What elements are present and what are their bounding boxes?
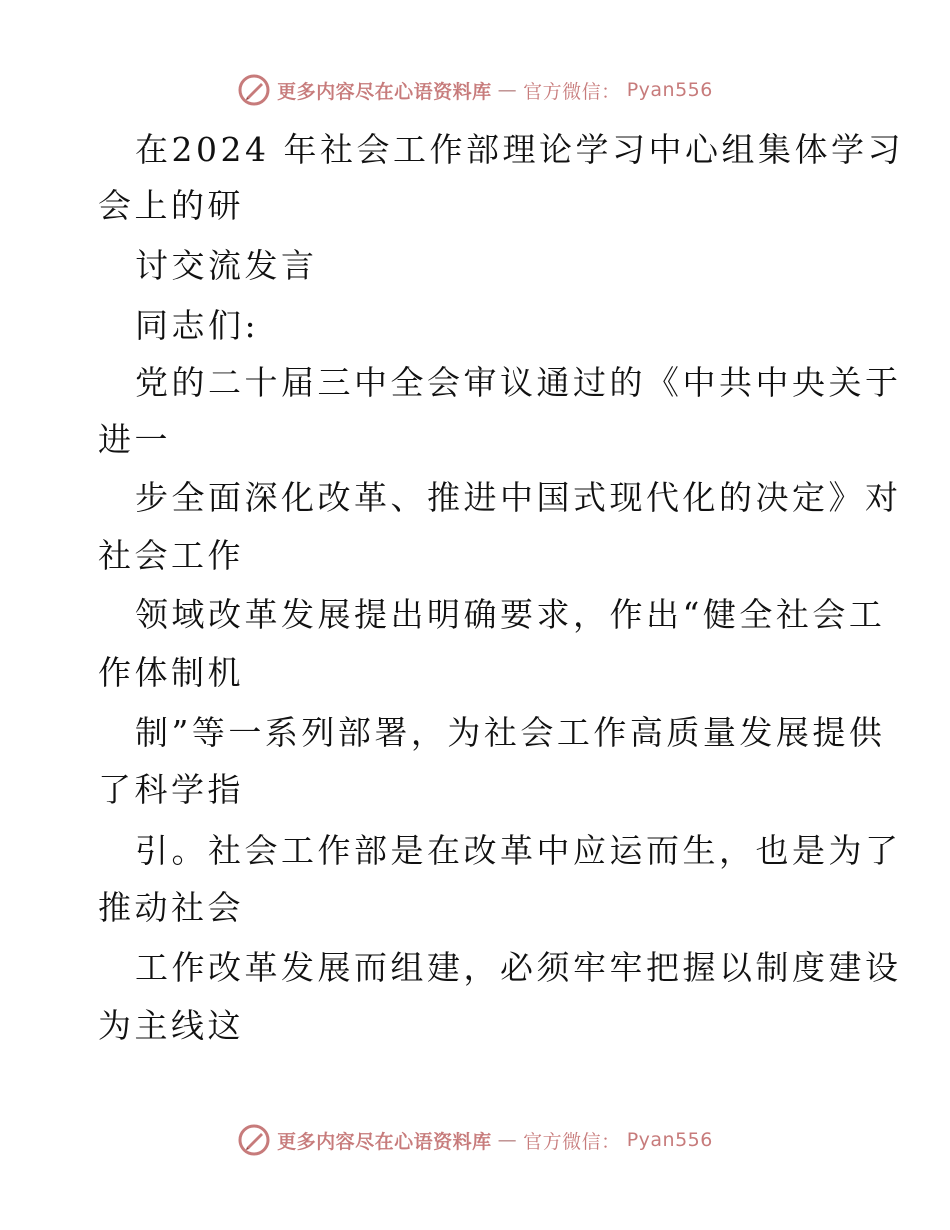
watermark-header (0, 70, 950, 110)
document-line: 推动社会 (98, 888, 244, 927)
watermark-account: Pyan556 (626, 79, 713, 101)
watermark-official-label: 官方微信： (523, 1130, 621, 1153)
document-line: 同志们: (135, 306, 260, 345)
document-line: 了科学指 (98, 770, 244, 809)
document-line: 在2024 年社会工作部理论学习中心组集体学习 (135, 130, 904, 169)
watermark-brand: 更多内容尽在心语资料库 (277, 80, 492, 103)
watermark-footer (0, 1120, 950, 1160)
document-line: 会上的研 (98, 186, 244, 225)
watermark-official-label: 官方微信： (523, 80, 621, 103)
watermark-brand: 更多内容尽在心语资料库 (277, 1130, 492, 1153)
pen-logo-icon (237, 1123, 271, 1157)
watermark-account: Pyan556 (626, 1129, 713, 1151)
document-line: 党的二十届三中全会审议通过的《中共中央关于 (135, 363, 902, 402)
pen-logo-icon (237, 73, 271, 107)
document-line: 进一 (98, 420, 171, 459)
document-line: 步全面深化改革、推进中国式现代化的决定》对 (135, 478, 902, 517)
document-line: 领域改革发展提出明确要求，作出“健全社会工 (135, 595, 886, 634)
document-line: 社会工作 (98, 536, 244, 575)
watermark-separator: — (497, 79, 518, 101)
document-line: 作体制机 (98, 653, 244, 692)
document-line: 引。社会工作部是在改革中应运而生，也是为了 (135, 831, 902, 870)
document-line: 工作改革发展而组建，必须牢牢把握以制度建设 (135, 948, 902, 987)
document-line: 为主线这 (98, 1006, 244, 1045)
document-line: 讨交流发言 (135, 246, 318, 285)
watermark-separator: — (497, 1129, 518, 1151)
document-line: 制”等一系列部署，为社会工作高质量发展提供 (135, 713, 886, 752)
